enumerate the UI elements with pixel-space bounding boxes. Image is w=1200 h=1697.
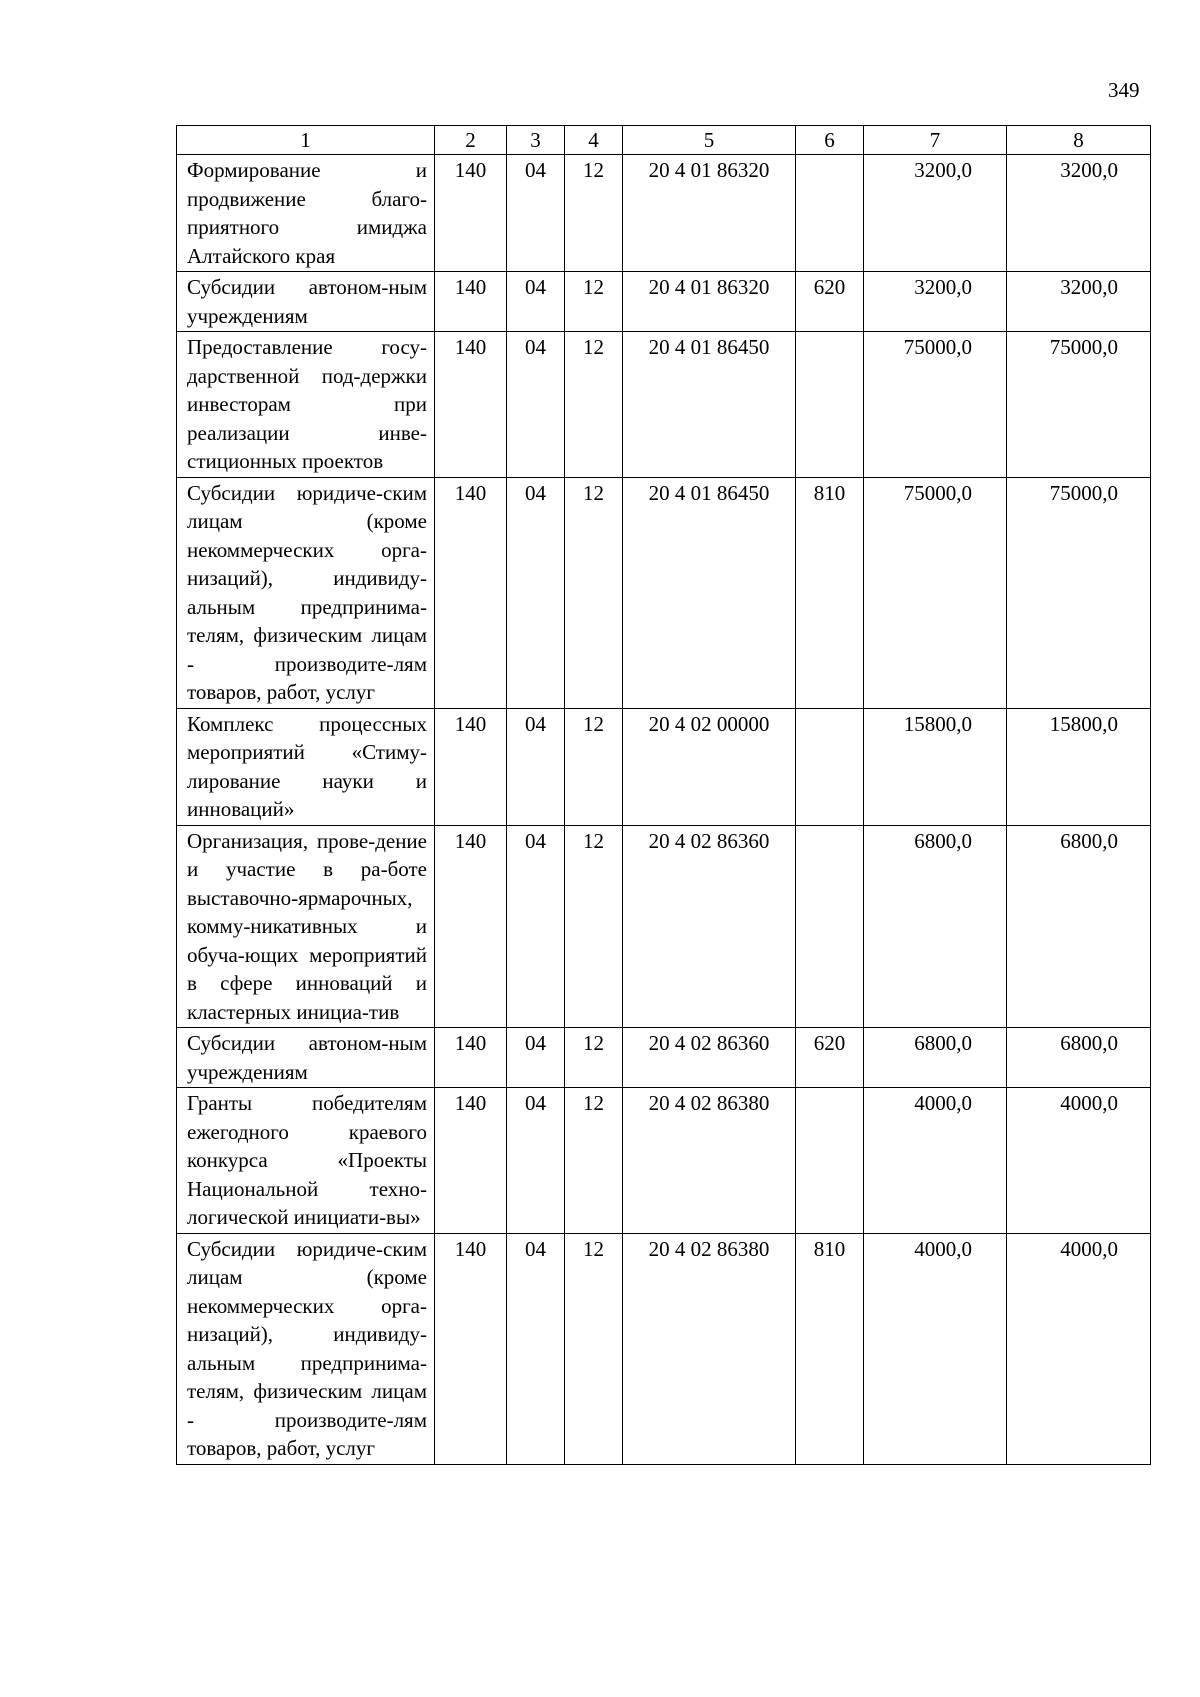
- amount-col8: 3200,0: [1007, 272, 1151, 332]
- amount-col8: 15800,0: [1007, 708, 1151, 825]
- expense-kind: [796, 332, 864, 478]
- subsection-code: 12: [565, 1028, 623, 1088]
- row-name: Формирование и продвижение благо-приятного имиджа Алтайского края: [177, 155, 435, 272]
- section-code: 04: [507, 155, 565, 272]
- amount-col7: 6800,0: [864, 825, 1007, 1028]
- budget-table: [176, 125, 1151, 1465]
- column-header: 5: [623, 126, 796, 155]
- section-code: 04: [507, 477, 565, 708]
- amount-col7: 75000,0: [864, 477, 1007, 708]
- section-code: 04: [507, 1233, 565, 1464]
- subsection-code: 12: [565, 1233, 623, 1464]
- target-code: 20 4 01 86450: [623, 332, 796, 478]
- subsection-code: 12: [565, 155, 623, 272]
- row-name: Субсидии автоном-ным учреждениям: [177, 1028, 435, 1088]
- section-code: 04: [507, 708, 565, 825]
- page-number: 349: [1108, 78, 1140, 102]
- amount-col7: 6800,0: [864, 1028, 1007, 1088]
- amount-col8: 6800,0: [1007, 1028, 1151, 1088]
- subsection-code: 12: [565, 272, 623, 332]
- expense-kind: 810: [796, 477, 864, 708]
- amount-col7: 4000,0: [864, 1088, 1007, 1234]
- row-name: Гранты победителям ежегодного краевого конкурса «Проекты Национальной техно-логической инициати-вы»: [177, 1088, 435, 1234]
- subsection-code: 12: [565, 477, 623, 708]
- amount-col8: 4000,0: [1007, 1088, 1151, 1234]
- target-code: 20 4 02 00000: [623, 708, 796, 825]
- amount-col7: 15800,0: [864, 708, 1007, 825]
- row-name: Субсидии автоном-ным учреждениям: [177, 272, 435, 332]
- subsection-code: 12: [565, 1088, 623, 1234]
- row-name: Субсидии юридиче-ским лицам (кроме некоммерческих орга-низаций), индивиду-альным предпринима-телям, физическим лицам - производите-лям товаров, работ, услуг: [177, 1233, 435, 1464]
- ministry-code: 140: [435, 477, 507, 708]
- section-code: 04: [507, 272, 565, 332]
- amount-col8: 3200,0: [1007, 155, 1151, 272]
- expense-kind: [796, 155, 864, 272]
- subsection-code: 12: [565, 825, 623, 1028]
- target-code: 20 4 02 86360: [623, 825, 796, 1028]
- section-code: 04: [507, 1088, 565, 1234]
- table-row: [177, 708, 1151, 825]
- amount-col8: 4000,0: [1007, 1233, 1151, 1464]
- ministry-code: 140: [435, 825, 507, 1028]
- table-row: [177, 332, 1151, 478]
- expense-kind: [796, 1088, 864, 1234]
- ministry-code: 140: [435, 1233, 507, 1464]
- section-code: 04: [507, 1028, 565, 1088]
- amount-col7: 3200,0: [864, 155, 1007, 272]
- table-row: [177, 1088, 1151, 1234]
- expense-kind: [796, 708, 864, 825]
- row-name: Комплекс процессных мероприятий «Стиму-лирование науки и инноваций»: [177, 708, 435, 825]
- table-row: [177, 272, 1151, 332]
- amount-col7: 3200,0: [864, 272, 1007, 332]
- target-code: 20 4 02 86360: [623, 1028, 796, 1088]
- target-code: 20 4 02 86380: [623, 1088, 796, 1234]
- column-header: 6: [796, 126, 864, 155]
- ministry-code: 140: [435, 272, 507, 332]
- target-code: 20 4 01 86320: [623, 272, 796, 332]
- amount-col7: 75000,0: [864, 332, 1007, 478]
- column-header: 8: [1007, 126, 1151, 155]
- ministry-code: 140: [435, 1088, 507, 1234]
- target-code: 20 4 02 86380: [623, 1233, 796, 1464]
- column-header: 2: [435, 126, 507, 155]
- column-header: 1: [177, 126, 435, 155]
- table-row: [177, 155, 1151, 272]
- table-row: [177, 477, 1151, 708]
- target-code: 20 4 01 86320: [623, 155, 796, 272]
- header-row: [177, 126, 1151, 155]
- amount-col8: 75000,0: [1007, 477, 1151, 708]
- ministry-code: 140: [435, 708, 507, 825]
- table-row: [177, 1028, 1151, 1088]
- column-header: 4: [565, 126, 623, 155]
- expense-kind: 620: [796, 272, 864, 332]
- ministry-code: 140: [435, 332, 507, 478]
- amount-col7: 4000,0: [864, 1233, 1007, 1464]
- section-code: 04: [507, 332, 565, 478]
- expense-kind: [796, 825, 864, 1028]
- amount-col8: 6800,0: [1007, 825, 1151, 1028]
- table-row: [177, 1233, 1151, 1464]
- section-code: 04: [507, 825, 565, 1028]
- target-code: 20 4 01 86450: [623, 477, 796, 708]
- column-header: 3: [507, 126, 565, 155]
- subsection-code: 12: [565, 708, 623, 825]
- table-row: [177, 825, 1151, 1028]
- expense-kind: 810: [796, 1233, 864, 1464]
- column-header: 7: [864, 126, 1007, 155]
- ministry-code: 140: [435, 155, 507, 272]
- expense-kind: 620: [796, 1028, 864, 1088]
- ministry-code: 140: [435, 1028, 507, 1088]
- row-name: Субсидии юридиче-ским лицам (кроме некоммерческих орга-низаций), индивиду-альным предпринима-телям, физическим лицам - производите-лям товаров, работ, услуг: [177, 477, 435, 708]
- row-name: Предоставление госу-дарственной под-держки инвесторам при реализации инве-стиционных проектов: [177, 332, 435, 478]
- amount-col8: 75000,0: [1007, 332, 1151, 478]
- row-name: Организация, прове-дение и участие в ра-боте выставочно-ярмарочных, комму-никативных и обуча-ющих мероприятий в сфере инноваций и кластерных инициа-тив: [177, 825, 435, 1028]
- subsection-code: 12: [565, 332, 623, 478]
